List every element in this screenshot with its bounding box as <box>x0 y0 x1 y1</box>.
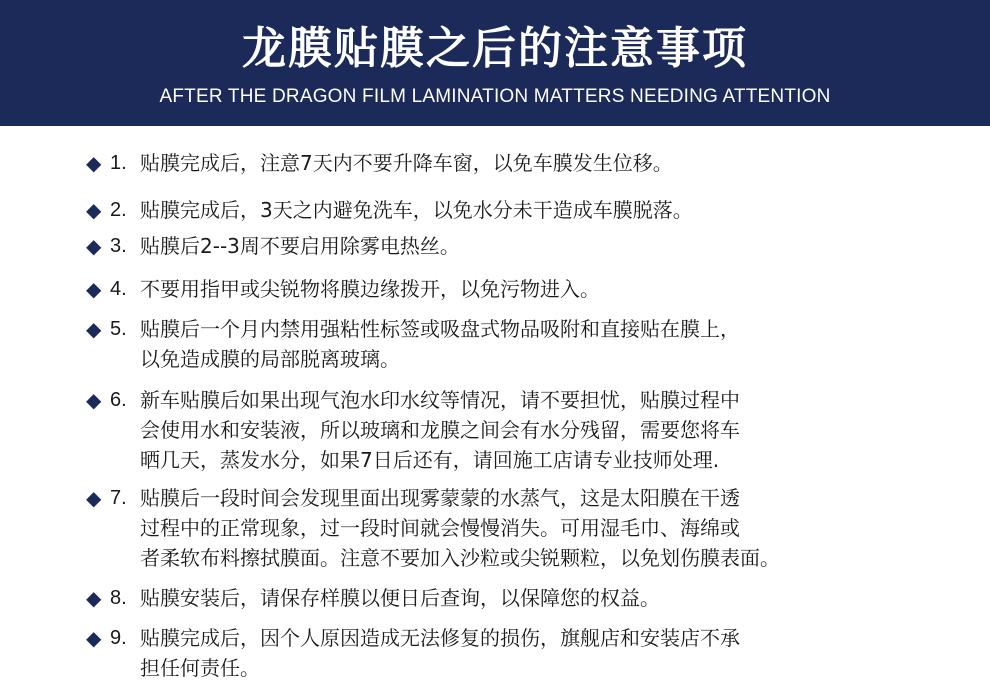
item-number: 7. <box>110 487 127 509</box>
list-item-4 <box>86 274 966 304</box>
item-text-line: 贴膜完成后，3天之内避免洗车，以免水分未干造成车膜脱落。 <box>140 198 693 222</box>
diamond-bullet-icon: ◆ <box>86 317 102 341</box>
item-text-line: 贴膜完成后，注意7天内不要升降车窗，以免车膜发生位移。 <box>140 151 673 175</box>
diamond-bullet-icon: ◆ <box>86 626 102 650</box>
diamond-bullet-icon: ◆ <box>86 277 102 301</box>
list-item-9 <box>86 623 966 683</box>
item-text-line: 贴膜安装后，请保存样膜以便日后查询，以保障您的权益。 <box>140 586 660 610</box>
item-text-line: 担任何责任。 <box>140 656 260 680</box>
item-number: 9. <box>110 627 127 649</box>
item-text-line: 晒几天，蒸发水分，如果7日后还有，请回施工店请专业技师处理. <box>140 448 720 472</box>
item-text-line: 贴膜完成后，因个人原因造成无法修复的损伤，旗舰店和安装店不承 <box>140 626 740 650</box>
list-item-3 <box>86 231 966 261</box>
item-number: 4. <box>110 278 127 300</box>
diamond-bullet-icon: ◆ <box>86 388 102 412</box>
list-item-2 <box>86 195 966 225</box>
item-text-line: 过程中的正常现象，过一段时间就会慢慢消失。可用湿毛巾、海绵或 <box>140 516 740 540</box>
item-text-line: 贴膜后2--3周不要启用除雾电热丝。 <box>140 234 460 258</box>
diamond-bullet-icon: ◆ <box>86 234 102 258</box>
item-text-line: 会使用水和安装液，所以玻璃和龙膜之间会有水分残留，需要您将车 <box>140 418 740 442</box>
page-subtitle: AFTER THE DRAGON FILM LAMINATION MATTERS NEEDING ATTENTION <box>159 86 831 107</box>
diamond-bullet-icon: ◆ <box>86 151 102 175</box>
list-item-1 <box>86 148 966 178</box>
list-item-8 <box>86 583 966 613</box>
item-number: 1. <box>110 152 127 174</box>
item-text-line: 新车贴膜后如果出现气泡水印水纹等情况，请不要担忧，贴膜过程中 <box>140 388 740 412</box>
diamond-bullet-icon: ◆ <box>86 586 102 610</box>
item-text-line: 以免造成膜的局部脱离玻璃。 <box>140 347 400 371</box>
list-item-6 <box>86 385 966 475</box>
item-text-line: 贴膜后一个月内禁用强粘性标签或吸盘式物品吸附和直接贴在膜上， <box>140 317 740 341</box>
item-number: 2. <box>110 199 127 221</box>
item-text-line: 贴膜后一段时间会发现里面出现雾蒙蒙的水蒸气，这是太阳膜在干透 <box>140 486 740 510</box>
item-number: 6. <box>110 389 127 411</box>
item-number: 3. <box>110 235 127 257</box>
list-item-5 <box>86 314 966 374</box>
item-text-line: 者柔软布料擦拭膜面。注意不要加入沙粒或尖锐颗粒，以免划伤膜表面。 <box>140 546 780 570</box>
item-number: 8. <box>110 587 127 609</box>
item-number: 5. <box>110 318 127 340</box>
item-text-line: 不要用指甲或尖锐物将膜边缘拨开，以免污物进入。 <box>140 277 600 301</box>
diamond-bullet-icon: ◆ <box>86 486 102 510</box>
list-item-7 <box>86 483 966 573</box>
diamond-bullet-icon: ◆ <box>86 198 102 222</box>
page-title: 龙膜贴膜之后的注意事项 <box>242 23 748 74</box>
